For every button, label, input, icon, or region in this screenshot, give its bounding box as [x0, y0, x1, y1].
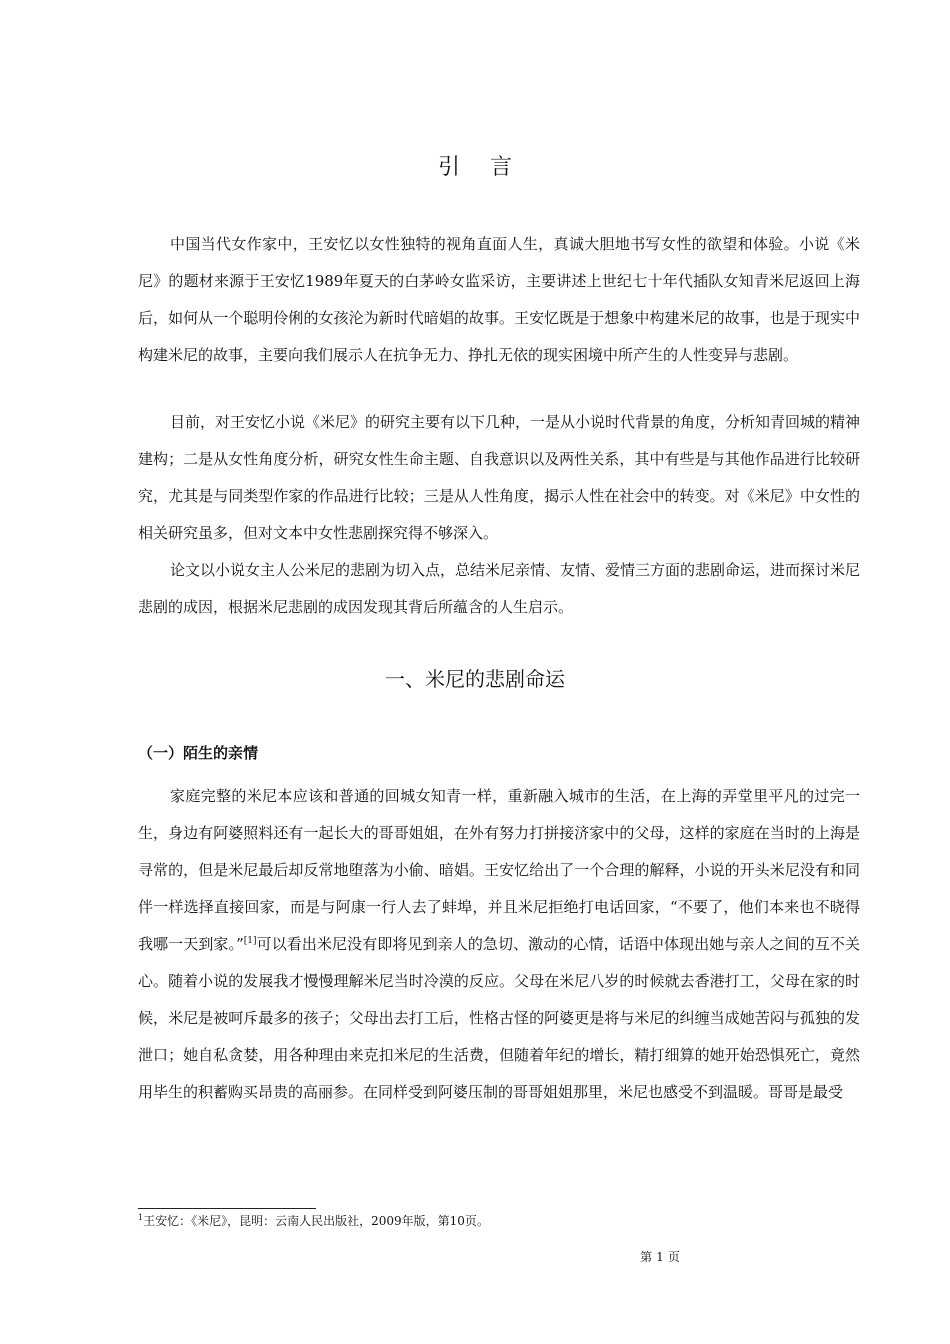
body-text-before-ref: 家庭完整的米尼本应该和普通的回城女知青一样，重新融入城市的生活，在上海的弄堂里平凡的过完一生，身边有阿婆照料还有一起长大的哥哥姐姐，在外有努力打拼接济家中的父母，这样的家庭在当时的上海是寻常的，但是米尼最后却反常地堕落为小偷、暗娼。王安忆给出了一个合理的解释，小说的开头米尼没有和同伴一样选择直接回家，而是与阿康一行人去了蚌埠，并且米尼拒绝打电话回家，“不要了，他们本来也不晓得我哪一天到家。” [138, 787, 860, 953]
footnote-divider [138, 1208, 316, 1209]
page-number-prefix: 第 [640, 1250, 653, 1264]
intro-paragraph-3: 论文以小说女主人公米尼的悲剧为切入点，总结米尼亲情、友情、爱情三方面的悲剧命运，进而探讨米尼悲剧的成因，根据米尼悲剧的成因发现其背后所蕴含的人生启示。 [138, 561, 861, 616]
page-number [600, 1248, 720, 1265]
intro-paragraph-1: 中国当代女作家中，王安忆以女性独特的视角直面人生，真诚大胆地书写女性的欲望和体验。小说《米尼》的题材来源于王安忆1989年夏天的白茅岭女监采访，主要讲述上世纪七十年代插队女知青米尼返回上海后，如何从一个聪明伶俐的女孩沦为新时代暗娼的故事。王安忆既是于想象中构建米尼的故事，也是于现实中构建米尼的故事，主要向我们展示人在抗争无力、挣扎无依的现实困境中所产生的人性变异与悲剧。 [138, 235, 860, 364]
page-number-value: 1 [656, 1250, 664, 1264]
footnote [138, 1213, 489, 1229]
section-heading: 一、米尼的悲剧命运 [385, 667, 565, 691]
intro-title: 引言 [437, 155, 542, 180]
body-paragraph [138, 778, 860, 1111]
intro-paragraph-2: 目前，对王安忆小说《米尼》的研究主要有以下几种，一是从小说时代背景的角度，分析知青回城的精神建构；二是从女性角度分析，研究女性生命主题、自我意识以及两性关系，其中有些是与其他作品进行比较研究，尤其是与同类型作家的作品进行比较；三是从人性角度，揭示人性在社会中的转变。对《米尼》中女性的相关研究虽多，但对文本中女性悲剧探究得不够深入。 [138, 413, 861, 542]
subsection-heading: （一）陌生的亲情 [138, 744, 259, 762]
citation-mark[interactable]: [1] [243, 936, 257, 946]
footnote-text: 王安忆：《米尼》，昆明：云南人民出版社，2009年版，第10页。 [143, 1214, 489, 1228]
page-number-suffix: 页 [667, 1250, 680, 1264]
footnote-mark: 1 [138, 1213, 144, 1222]
body-text-after-ref: 可以看出米尼没有即将见到亲人的急切、激动的心情，话语中体现出她与亲人之间的互不关心。随着小说的发展我才慢慢理解米尼当时冷漠的反应。父母在米尼八岁的时候就去香港打工，父母在家的时候，米尼是被呵斥最多的孩子；父母出去打工后，性格古怪的阿婆更是将与米尼的纠缠当成她苦闷与孤独的发泄口；她自私贪婪，用各种理由来克扣米尼的生活费，但随着年纪的增长，精打细算的她开始恐惧死亡，竟然用毕生的积蓄购买昂贵的高丽参。在同样受到阿婆压制的哥哥姐姐那里，米尼也感受不到温暖。哥哥是最受 [138, 935, 860, 1101]
